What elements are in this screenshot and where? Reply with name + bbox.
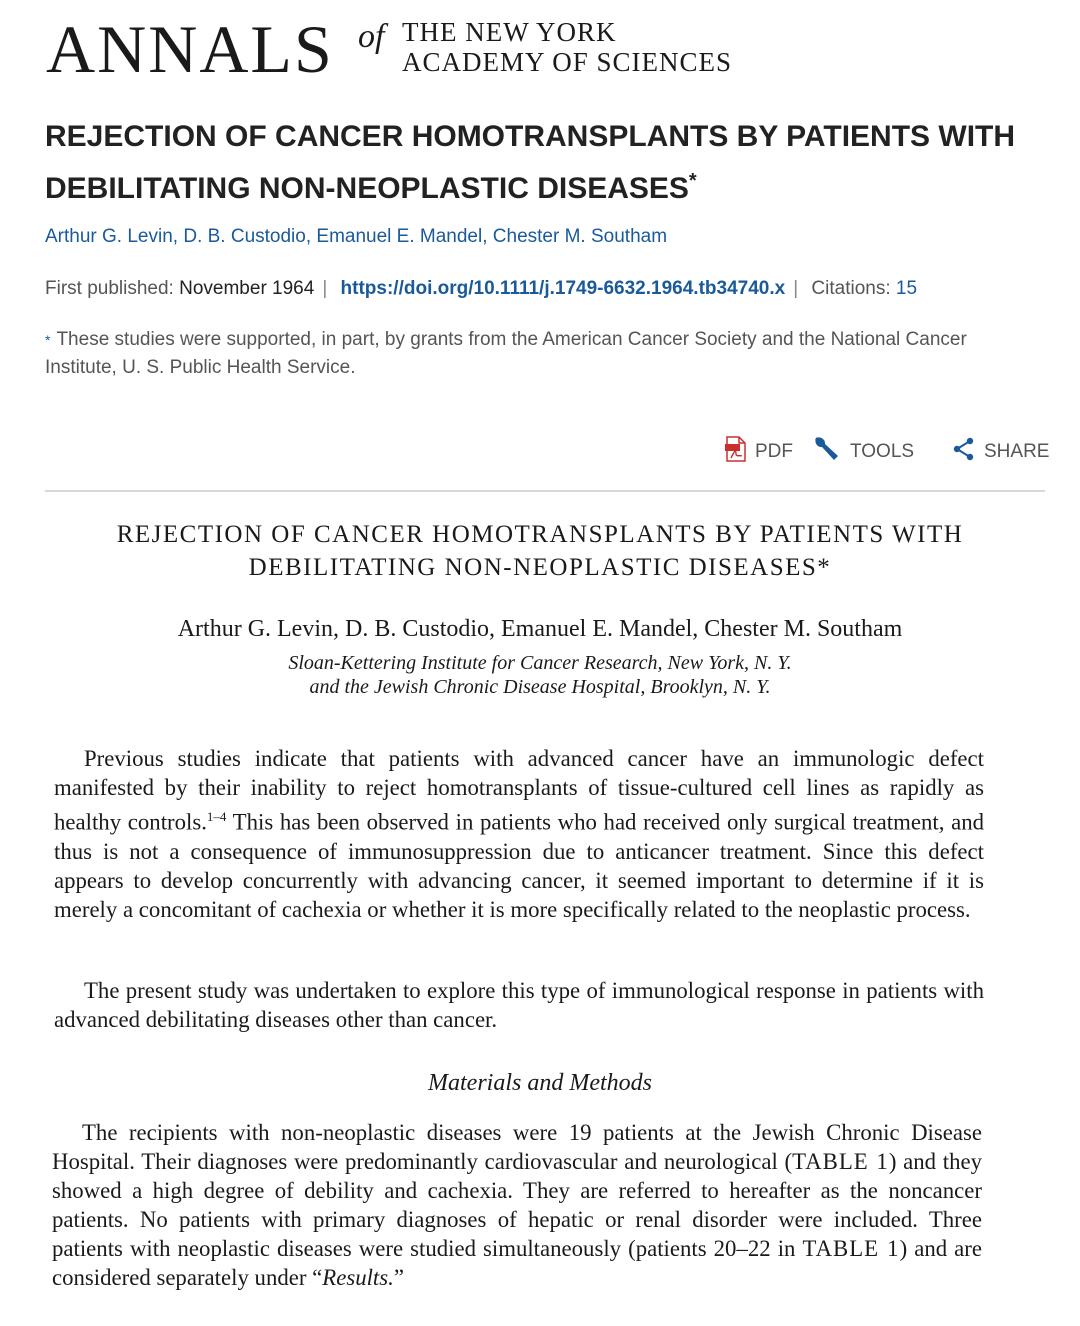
- tools-label: TOOLS: [850, 441, 915, 462]
- article-title: [45, 115, 1045, 211]
- citations-count-link[interactable]: 15: [895, 278, 918, 299]
- table-reference: TABLE 1: [792, 1149, 889, 1174]
- section-heading: Materials and Methods: [428, 1070, 652, 1096]
- pdf-button[interactable]: [725, 436, 793, 468]
- scan-paragraph: The present study was undertaken to explore this type of immunological response in patients with advanced debilitating diseases other than cancer.: [54, 978, 984, 1032]
- first-published-label: First published:: [45, 278, 174, 299]
- funding-footnote: [45, 326, 1035, 382]
- affiliation-line2: and the Jewish Chronic Disease Hospital, Brooklyn, N. Y.: [309, 676, 771, 698]
- article-toolbar: [720, 436, 1050, 468]
- journal-name: ANNALS: [46, 11, 334, 87]
- first-published-date: November 1964: [179, 278, 315, 299]
- share-label: SHARE: [984, 441, 1050, 462]
- scan-title-line2: DEBILITATING NON-NEOPLASTIC DISEASES*: [248, 554, 832, 581]
- author-link[interactable]: Chester M. Southam: [492, 226, 668, 247]
- author-link[interactable]: Emanuel E. Mandel: [316, 226, 483, 247]
- footnote-text: These studies were supported, in part, by grants from the American Cancer Society and the National Cancer Institute, U. S. Public Health Service.: [45, 329, 967, 378]
- author-link[interactable]: Arthur G. Levin: [45, 226, 173, 247]
- share-icon: [952, 437, 984, 467]
- tools-button[interactable]: [812, 436, 914, 468]
- table-reference: TABLE 1: [802, 1236, 900, 1261]
- scan-title: [40, 518, 1040, 584]
- author-list: Arthur G. Levin, D. B. Custodio, Emanuel E. Mandel, Chester M. Southam: [45, 226, 668, 247]
- doi-link[interactable]: https://doi.org/10.1111/j.1749-6632.1964.tb34740.x: [340, 278, 786, 299]
- scan-affiliation: [40, 651, 1040, 699]
- title-footnote-marker[interactable]: *: [688, 170, 697, 192]
- citations-label: Citations:: [811, 278, 891, 299]
- journal-line1: THE NEW YORK: [402, 17, 617, 47]
- scan-authors: Arthur G. Levin, D. B. Custodio, Emanuel E. Mandel, Chester M. Southam: [177, 616, 903, 642]
- wrench-icon: [812, 434, 850, 470]
- journal-line2: ACADEMY OF SCIENCES: [402, 47, 733, 77]
- pdf-label: PDF: [755, 441, 793, 462]
- publication-info: First published: November 1964 | https://doi.org/10.1111/j.1749-6632.1964.tb34740.x | Citations: 15: [45, 278, 918, 299]
- scan-title-line1: REJECTION OF CANCER HOMOTRANSPLANTS BY PATIENTS WITH: [116, 521, 964, 548]
- footnote-marker: *: [45, 332, 51, 348]
- results-reference: Results.: [322, 1265, 394, 1290]
- article-title-text: REJECTION OF CANCER HOMOTRANSPLANTS BY PATIENTS WITH DEBILITATING NON-NEOPLASTIC DISEASES: [45, 120, 1016, 205]
- affiliation-line1: Sloan-Kettering Institute for Cancer Research, New York, N. Y.: [288, 652, 792, 674]
- reference-marker: 1–4: [206, 809, 227, 824]
- scan-paragraph: The recipients with non-neoplastic diseases were 19 patients at the Jewish Chronic Disease Hospital. Their diagnoses were predominantly cardiovascular and neurological (TABLE 1) and they showed a high degree of debility and cachexia. They are referred to hereafter as the noncancer patients. No patients with primary diagnoses of hepatic or renal disorder were included. Three patients with neoplastic diseases were studied simultaneously (patients 20–22 in TABLE 1) and are considered separately under “Results.”: [52, 1120, 983, 1290]
- divider: [45, 490, 1045, 492]
- scan-paragraph: Previous studies indicate that patients with advanced cancer have an immunologic defect manifested by their inability to reject homotransplants of tissue-cultured cell lines as rapidly as healthy controls.$^{1-4}$ This has been observed in patients who had received only surgical treatment, and thus is not a consequence of immunosuppression due to anticancer treatment. Since this defect appears to develop concurrently with advancing cancer, it seemed important to determine if it is merely a concomitant of cachexia or whether it is more specifically related to the neoplastic process.: [54, 746, 984, 922]
- pdf-icon: [725, 436, 755, 468]
- author-link[interactable]: D. B. Custodio: [183, 226, 306, 247]
- share-button[interactable]: [952, 436, 1049, 468]
- journal-of: of: [358, 18, 385, 55]
